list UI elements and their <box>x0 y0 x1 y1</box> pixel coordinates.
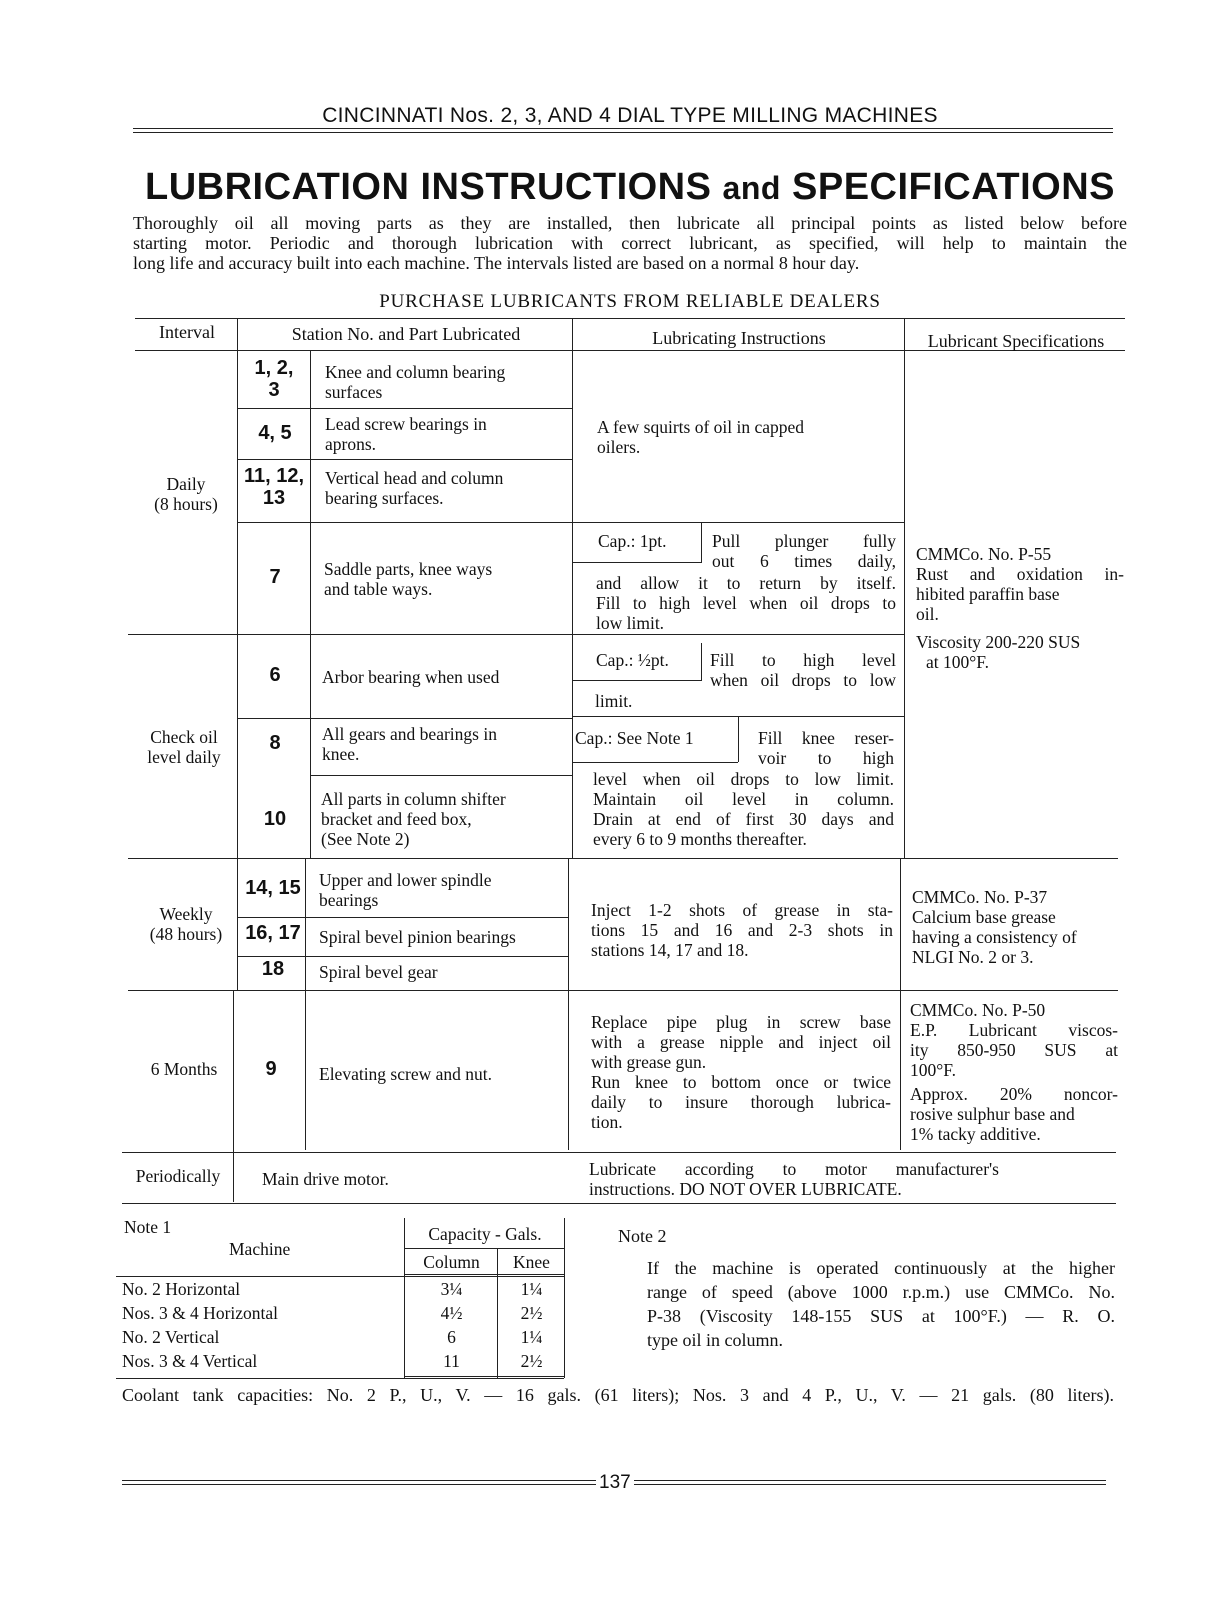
machine-row: Nos. 3 & 4 Horizontal <box>122 1303 279 1323</box>
rule <box>701 522 702 562</box>
rule <box>572 318 573 858</box>
part-vertical-head <box>325 468 503 508</box>
rule <box>237 408 572 409</box>
instr-knee-reservoir-top <box>758 728 894 768</box>
header-rule <box>133 128 1113 133</box>
station-16-17: 16, 17 <box>245 922 301 944</box>
instr-text: Fill to high level <box>710 650 896 670</box>
station-10: 10 <box>263 808 287 830</box>
note2-line: P-38 (Viscosity 148-155 SUS at 100°F.) — R. O. <box>647 1306 1115 1326</box>
rule <box>122 1152 1116 1153</box>
part-bevel-gear: Spiral bevel gear <box>319 962 438 982</box>
instr-text: and allow it to return by itself. <box>596 573 896 593</box>
part-text: Knee and column bearing <box>325 362 506 382</box>
part-saddle <box>324 559 492 599</box>
rule <box>237 522 904 523</box>
part-text: Upper and lower spindle <box>319 870 492 890</box>
spec-text: CMMCo. No. P-50 <box>910 1000 1046 1020</box>
spec-text: Calcium base grease <box>912 907 1056 927</box>
instr-text: tion. <box>591 1112 623 1132</box>
rule <box>497 1248 498 1378</box>
cap-see-note-1: Cap.: See Note 1 <box>575 728 694 748</box>
part-text: bearing surfaces. <box>325 488 444 508</box>
page-title <box>135 166 1125 209</box>
station-1-2-3 <box>240 357 308 401</box>
spec-text: ity 850-950 SUS at <box>910 1040 1118 1060</box>
part-text: All gears and bearings in <box>322 724 497 744</box>
note2-line: range of speed (above 1000 r.p.m.) use CMMCo. No. <box>647 1282 1115 1302</box>
column-value: 3¼ <box>440 1279 463 1299</box>
part-text: bearings <box>319 890 379 910</box>
machine-row: Nos. 3 & 4 Vertical <box>122 1351 258 1371</box>
part-text: Lead screw bearings in <box>325 414 487 434</box>
part-text: All parts in column shifter <box>321 789 506 809</box>
instr-text: A few squirts of oil in capped <box>597 417 805 437</box>
title-end: SPECIFICATIONS <box>792 166 1115 208</box>
interval-text: level daily <box>147 747 221 767</box>
rule <box>568 858 569 1150</box>
interval-text: (8 hours) <box>154 494 218 514</box>
note1-label: Note 1 <box>124 1217 172 1237</box>
instr-text: Pull plunger fully <box>712 531 896 551</box>
interval-text: Check oil <box>150 727 218 747</box>
station-8: 8 <box>269 732 281 754</box>
rule <box>128 634 904 635</box>
spec-text: E.P. Lubricant viscos- <box>910 1020 1118 1040</box>
rule <box>237 956 568 957</box>
interval-daily <box>135 474 237 514</box>
interval-check-oil <box>131 727 237 767</box>
station-number: 1, 2, <box>254 357 294 379</box>
part-knee-column <box>325 362 505 402</box>
instr-capped-oilers <box>597 417 804 457</box>
interval-text: Daily <box>166 474 206 494</box>
knee-value: 1¼ <box>520 1327 543 1347</box>
instr-knee-reservoir-bottom <box>593 769 894 849</box>
part-arbor: Arbor bearing when used <box>322 667 500 687</box>
running-header: CINCINNATI Nos. 2, 3, AND 4 DIAL TYPE MILLING MACHINES <box>322 104 938 127</box>
note2-label: Note 2 <box>618 1226 667 1246</box>
instr-text: Inject 1-2 shots of grease in sta- <box>591 900 893 920</box>
instr-text: with grease gun. <box>591 1052 707 1072</box>
spec-p55 <box>916 544 1124 672</box>
instr-text: voir to high <box>758 748 894 768</box>
part-text: (See Note 2) <box>321 829 410 849</box>
part-text: knee. <box>322 744 360 764</box>
rule <box>116 1378 564 1379</box>
instr-plunger-top <box>712 531 896 571</box>
part-elevating: Elevating screw and nut. <box>319 1064 493 1084</box>
note2-text <box>647 1256 1115 1352</box>
machine-row: No. 2 Horizontal <box>122 1279 241 1299</box>
station-11-12-13 <box>238 465 310 509</box>
rule <box>233 990 234 1202</box>
part-lead-screw <box>325 414 487 454</box>
station-4-5: 4, 5 <box>258 422 292 444</box>
instr-text: with a grease nipple and inject oil <box>591 1032 891 1052</box>
instr-text: low limit. <box>596 613 665 633</box>
instr-text: Fill knee reser- <box>758 728 894 748</box>
instr-text: Fill to high level when oil drops to <box>596 593 896 613</box>
spec-text: 1% tacky additive. <box>910 1124 1041 1144</box>
spec-text: CMMCo. No. P-55 <box>916 544 1052 564</box>
part-text: and table ways. <box>324 579 433 599</box>
instr-text: every 6 to 9 months thereafter. <box>593 829 807 849</box>
spec-p37 <box>912 887 1122 967</box>
footer-rule-right <box>632 1480 1106 1485</box>
instr-arbor-limit: limit. <box>595 691 633 711</box>
header-station: Station No. and Part Lubricated <box>291 324 521 344</box>
rule <box>135 318 1125 319</box>
spec-text: rosive sulphur base and <box>910 1104 1075 1124</box>
spec-text: at 100°F. <box>926 652 989 672</box>
note2-line: If the machine is operated continuously at the higher <box>647 1258 1115 1278</box>
station-7: 7 <box>269 566 281 588</box>
rule <box>738 716 739 762</box>
rule <box>404 1376 564 1377</box>
column-value: 6 <box>447 1327 456 1347</box>
instr-text: daily to insure thorough lubrica- <box>591 1092 891 1112</box>
instr-text: tions 15 and 16 and 2-3 shots in <box>591 920 893 940</box>
rule <box>237 718 572 719</box>
station-number: 13 <box>262 487 286 509</box>
header-instructions: Lubricating Instructions <box>652 328 826 348</box>
interval-text: Weekly <box>159 904 213 924</box>
rule <box>701 643 702 680</box>
rule <box>310 775 572 776</box>
note2-line: type oil in column. <box>647 1330 783 1350</box>
instr-pipe-plug <box>591 1012 891 1132</box>
spec-text: hibited paraffin base <box>916 584 1060 604</box>
purchase-note: PURCHASE LUBRICANTS FROM RELIABLE DEALERS <box>379 291 881 312</box>
rule <box>404 1218 405 1378</box>
header-interval: Interval <box>159 322 215 342</box>
rule <box>237 318 238 990</box>
interval-periodically: Periodically <box>135 1166 221 1186</box>
part-text: Vertical head and column <box>325 468 504 488</box>
coolant-capacities: Coolant tank capacities: No. 2 P., U., V. — 16 gals. (61 liters); Nos. 3 and 4 P., U., V. — 21 gals. (80 liters). <box>122 1385 1114 1405</box>
spec-p50 <box>910 1000 1118 1144</box>
instr-text: Drain at end of first 30 days and <box>593 809 894 829</box>
intro-line: Thoroughly oil all moving parts as they are installed, then lubricate all principal points as listed below before <box>133 213 1127 233</box>
page-number: 137 <box>596 1472 634 1494</box>
part-text: bracket and feed box, <box>321 809 472 829</box>
instr-plunger-bottom <box>596 573 896 633</box>
title-and: and <box>722 170 781 206</box>
station-9: 9 <box>265 1058 277 1080</box>
footer-rule-left <box>122 1480 596 1485</box>
rule <box>310 350 311 858</box>
instr-grease <box>591 900 893 960</box>
part-shifter <box>321 789 506 849</box>
machine-row: No. 2 Vertical <box>122 1327 220 1347</box>
instr-text: Lubricate according to motor manufacturer's <box>589 1159 999 1179</box>
rule <box>572 680 702 681</box>
knee-header: Knee <box>513 1252 550 1272</box>
column-header: Column <box>423 1252 480 1272</box>
intro-line: long life and accuracy built into each machine. The intervals listed are based on a normal 8 hour day. <box>133 253 860 273</box>
machine-header: Machine <box>229 1239 291 1259</box>
intro-line: starting motor. Periodic and thorough lubrication with correct lubricant, as specified, will help to maintain the <box>133 233 1127 253</box>
instr-text: instructions. DO NOT OVER LUBRICATE. <box>589 1179 902 1199</box>
instr-text: Replace pipe plug in screw base <box>591 1012 891 1032</box>
rule <box>404 1274 564 1275</box>
instr-text: Run knee to bottom once or twice <box>591 1072 891 1092</box>
knee-value: 2½ <box>520 1303 543 1323</box>
part-main-motor: Main drive motor. <box>262 1169 389 1189</box>
knee-value: 2½ <box>520 1351 543 1371</box>
spec-text: Rust and oxidation in- <box>916 564 1124 584</box>
station-14-15: 14, 15 <box>245 877 301 899</box>
header-specifications: Lubricant Specifications <box>927 331 1105 351</box>
station-number: 3 <box>268 379 280 401</box>
interval-weekly <box>136 904 236 944</box>
rule <box>128 858 1118 859</box>
station-number: 11, 12, <box>243 465 305 487</box>
spec-text: CMMCo. No. P-37 <box>912 887 1048 907</box>
instr-text: level when oil drops to low limit. <box>593 769 894 789</box>
instr-arbor <box>710 650 896 690</box>
column-value: 11 <box>443 1351 460 1371</box>
spec-text: Viscosity 200-220 SUS <box>916 632 1081 652</box>
rule <box>128 990 1118 991</box>
spec-text: 100°F. <box>910 1060 956 1080</box>
spec-text: having a consistency of <box>912 927 1077 947</box>
rule <box>904 318 905 858</box>
column-value: 4½ <box>440 1303 463 1323</box>
interval-text: (48 hours) <box>149 924 223 944</box>
instr-text: when oil drops to low <box>710 670 896 690</box>
instr-text: stations 14, 17 and 18. <box>591 940 749 960</box>
part-gears <box>322 724 497 764</box>
cap-1pt: Cap.: 1pt. <box>598 531 667 551</box>
rule <box>305 858 306 1150</box>
spec-text: Approx. 20% noncor- <box>910 1084 1118 1104</box>
part-text: surfaces <box>325 382 383 402</box>
cap-half-pt: Cap.: ½pt. <box>596 650 669 670</box>
instr-text: Maintain oil level in column. <box>593 789 894 809</box>
rule <box>237 459 572 460</box>
part-spindle <box>319 870 492 910</box>
rule <box>237 917 568 918</box>
instr-text: oilers. <box>597 437 641 457</box>
instr-motor <box>589 1159 999 1199</box>
instr-text: out 6 times daily, <box>712 551 896 571</box>
rule <box>572 562 702 563</box>
rule <box>572 762 738 763</box>
part-text: aprons. <box>325 434 377 454</box>
spec-text: oil. <box>916 604 939 624</box>
rule <box>564 1218 565 1378</box>
station-6: 6 <box>269 664 281 686</box>
intro-paragraph <box>133 213 1127 273</box>
part-text: Saddle parts, knee ways <box>324 559 493 579</box>
rule <box>404 1248 564 1249</box>
spec-text: NLGI No. 2 or 3. <box>912 947 1034 967</box>
part-pinion: Spiral bevel pinion bearings <box>319 927 516 947</box>
rule <box>900 858 901 1150</box>
title-main: LUBRICATION INSTRUCTIONS <box>144 166 712 208</box>
capacity-header: Capacity - Gals. <box>428 1224 542 1244</box>
station-18: 18 <box>261 958 285 980</box>
rule <box>122 1203 1116 1204</box>
interval-6-months: 6 Months <box>150 1059 218 1079</box>
knee-value: 1¼ <box>520 1279 543 1299</box>
